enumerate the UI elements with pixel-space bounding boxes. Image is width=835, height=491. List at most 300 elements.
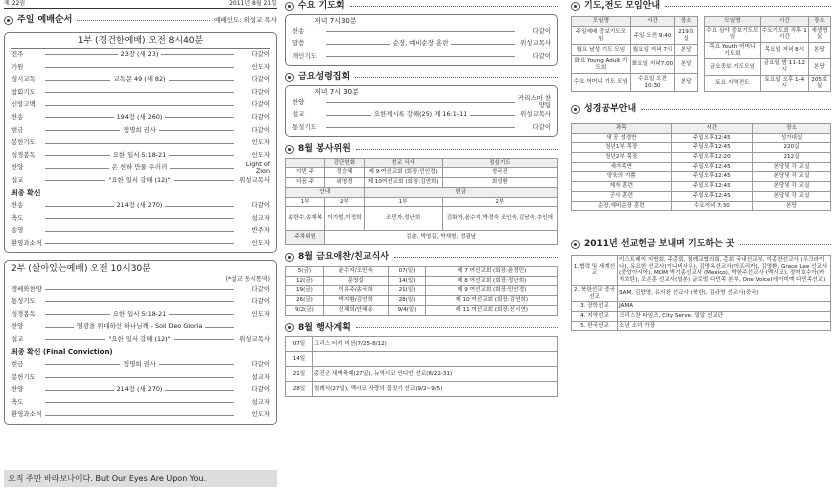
order-row [11,333,270,346]
order-item: 통성기도 [292,122,317,131]
order-detail [45,386,234,394]
leader-line [45,402,234,403]
cell: 박지환/김연희 [323,296,388,306]
cell: 월요 남성 기도 모임 [572,45,631,56]
order-item: 환영과소식 [11,238,42,247]
leader-line [451,44,515,45]
cell: 1부 [286,197,325,207]
leader-line [159,364,234,365]
col-header: 장소 [808,16,830,26]
wed-sub: 저녁 7시30분 [314,16,357,25]
cell: JAMA [618,302,831,312]
bullet-icon [571,105,580,114]
cell: 제 8 여선교회 (회장:정난희) [426,276,558,286]
order-person: 인도자 [251,238,270,247]
cell: 송한수,송재복 [286,207,325,231]
cell: 본당및 각 교실 [753,172,831,182]
order-item: 성시교독 [11,75,36,84]
serve-header [285,144,558,155]
service1-box [4,32,277,253]
order-row [11,346,270,359]
leader-line [45,415,234,416]
order-row [11,359,270,372]
order-person: 다같이 [251,113,270,122]
cell: 군사 훈련 [572,191,672,201]
cell: 28(일) [388,296,426,306]
leader-line [165,206,234,207]
service2-note: (*설교 동시통역) [225,275,270,283]
wed-box [285,14,558,66]
order-row [11,112,270,125]
order-item: 환영과소식 [11,410,42,419]
divider [355,77,558,78]
order-person: 다같이 [251,50,270,59]
cell: 소년 소녀 가장 [618,321,831,331]
order-row [11,308,270,321]
prayer-title: 기도,전도 모임안내 [584,1,661,11]
cell: 정국진 [442,168,557,178]
column-meetings [285,0,558,397]
table-row [286,267,558,277]
order-person: 다같이 [251,100,270,109]
leader-line [45,218,234,219]
order-person: 설교자 [251,372,270,381]
fri-box [285,85,558,137]
cell: 5(금) [286,267,324,277]
table-row [705,42,831,58]
cell: 이스트베이 지방회, 주총회, 침례교협의회, 총회 국내선교부, 이종찬선교사 (우크라이나), 유요한 선교사(기니비사우), 김명옥선교사(아프리카), 김영환, Grace Lee 선교사(중앙아시아), MOM 박기홍선교사 (Mexico), 박한주선교사 (멕시코), 정여호수아(카자흐탄), 조은훈 선교사(일본) 글로벌 다민족 본부, One Voice(에이미맥 다민족선교) [618,256,831,286]
order-person: 설교자 [251,213,270,222]
col-header: 시간 [671,123,752,133]
leader-line [326,31,515,32]
leader-line [45,54,118,55]
events-header [285,323,558,334]
divider [356,327,558,328]
table-row [705,59,831,75]
cell: 김화자,윤수지,박경숙 조인숙,김남숙,추인애 [442,207,557,231]
order-detail [45,415,234,416]
leader-line [45,67,234,68]
order-person: 위성교목사 [239,334,270,343]
cell: 신혜희/안혜송 [323,305,388,315]
cell: 주일오후12:45 [671,162,752,172]
prayer-table-right [704,16,831,92]
order-row [11,61,270,74]
order-row [11,149,270,162]
order-row [11,86,270,99]
table-row [286,337,558,352]
leader-line [45,377,234,378]
order-content: 23장 (새 23) [120,50,159,59]
order-person: 다같이 [532,26,551,35]
serve-table [285,158,558,246]
cell: 수요 어머니 기도 모임 [572,74,631,92]
cell: 위영경 [325,178,364,188]
order-content: 214장 (새 270) [116,385,163,394]
leader-line [165,390,234,391]
col-header: 장소 [675,16,698,27]
column-worship [4,0,277,425]
cell: 화요일 저녁7:00 [630,56,675,74]
order-detail [326,31,515,32]
leader-line [45,243,234,244]
order-row [11,200,270,213]
order-detail [326,40,515,48]
cell: 07(일) [388,267,426,277]
wed-title: 수요 기도회 [298,1,345,11]
order-person: 반주자 [251,226,270,235]
order-person: 다같이 [532,122,551,131]
leader-line [326,115,371,116]
leader-line [45,168,109,169]
cell: 주일오후12:45 [671,143,752,153]
cell: 본당및 각 교실 [753,191,831,201]
order-row [11,124,270,137]
sermon-title: 최종 확신 [11,189,41,198]
cell: 주일오후12:45 [671,191,752,201]
order-detail [45,51,234,59]
order-detail [45,177,234,185]
bible-title: 성경공부안내 [584,104,637,115]
table-row [572,153,831,163]
divider [77,20,210,21]
order-person: 다같이 [251,284,270,293]
sermon-title: 최종 확신 (Final Conviction) [11,348,113,357]
cell: 21일 [286,367,313,382]
prayer-tables [571,16,831,92]
events-table [285,336,558,397]
order-detail [45,114,234,122]
bible-header [571,104,831,115]
order-person: 위성교목사 [520,39,551,48]
order-item: 성경봉독 [11,309,36,318]
leader-line [45,314,110,315]
cell: 2부 [325,197,364,207]
order-row [292,50,551,63]
service2-rows [11,283,270,422]
cell: 26(금) [286,296,324,306]
order-item: 전주 [11,50,24,59]
cell: 9/2(금) [286,305,324,315]
order-item: 개인기도 [292,51,317,60]
order-row [11,396,270,409]
table-row [572,162,831,172]
order-person: 설교자 [251,397,270,406]
service2-title: 2부 (살아있는예배) 오전 10시30분 [11,264,151,275]
leader-line [45,130,120,131]
cell: 12(금) [286,276,324,286]
table-row [572,191,831,201]
table-row [572,74,698,92]
table-row [572,56,698,74]
divider [665,6,831,7]
cell: 주일오후12:20 [671,153,752,163]
table-row [572,27,698,45]
leader-line [169,80,234,81]
cell: 본당 [808,59,830,75]
table-row [705,75,831,91]
order-detail [45,377,234,378]
order-detail [45,311,234,319]
cell: 수요 심야 중보기도모임 [705,26,761,42]
fri-title: 금요성령집회 [298,71,351,82]
cell: 19(금) [286,286,324,296]
cell: 토요 지역전도 [705,75,761,91]
leader-line [470,115,515,116]
worship-leader: 예배인도: 위성교 목사 [214,15,277,24]
fri-header [285,72,558,83]
cell: 수요기도회 직후 1시간 [760,26,808,42]
cell: 본당 [675,45,698,56]
order-item: 송영 [11,226,24,235]
order-person: 다같이 [251,297,270,306]
service1-title: 1부 (경건한예배) 오전 8시40분 [11,35,270,49]
cell: 2부 [442,197,557,207]
order-row [11,159,270,176]
mission-table [571,255,831,331]
order-item: 말씀 [292,39,305,48]
cell: 제 9 여선교회 (회장:민인경) [364,168,442,178]
leader-line [45,206,114,207]
table-row [572,182,831,192]
bullet-icon [285,73,294,82]
events-title: 8월 행사계획 [298,322,351,333]
cell: 본당 [808,42,830,58]
order-detail [45,67,234,68]
cell: 크리스찬 타임즈, City Serve, 밀알 선교단 [618,311,831,321]
service1-rows [11,49,270,251]
order-content: 영광을 위대하신 하나님께 - Soli Deo Gloria [76,322,203,331]
col-header: 강단헌화 [325,158,364,168]
order-detail [45,402,234,403]
cell: 28일 [286,382,313,397]
cell: 금요일 밤 11-12시 [760,59,808,75]
wed-header [285,1,558,12]
order-item: 찬양 [11,163,24,172]
cell: 주일예배 중보기도모임 [572,27,631,45]
order-row [11,384,270,397]
cell: 220실 [753,143,831,153]
order-person: 위성교목사 [520,110,551,119]
leader-line [326,44,390,45]
order-content: "요한 일서 강해 (12)" [108,175,171,184]
order-detail [45,323,234,331]
leader-line [45,155,110,156]
order-detail [45,361,234,369]
leader-line [45,180,105,181]
leader-line [159,130,234,131]
leader-line [45,143,234,144]
table-row [572,285,831,301]
order-item: 찬양 [292,97,305,106]
divider [740,244,831,245]
order-detail [45,202,234,210]
order-detail [45,152,234,160]
leader-line [45,117,114,118]
table-row [286,305,558,315]
order-item: 참회기도 [11,87,36,96]
order-content: 요한 일서 5:18-21 [112,309,167,318]
cell: 제 10 여선교회 (회장:김연희) [426,296,558,306]
cell: 청년2부 목장 [572,153,672,163]
order-item: 찬송 [11,201,24,210]
table-row [572,311,831,321]
table-row [572,302,831,312]
order-detail [45,243,234,244]
mission-header [571,239,831,250]
order-row [292,38,551,51]
leader-line [45,289,234,290]
order-detail [45,336,234,344]
order-item: 봉헌기도 [11,138,36,147]
cell: 수요저녁 7:30 [671,201,752,211]
table-row [286,276,558,286]
leader-line [45,390,114,391]
cell: 제자 훈련 [572,182,672,192]
order-row [11,212,270,225]
cell: 제 9 여선교회 (회장:민인경) [426,286,558,296]
mission-title: 2011년 선교헌금 보내며 기도하는 곳 [584,239,735,250]
cell: 문영실 [323,276,388,286]
leader-line [170,168,234,169]
order-item: 찬송 [292,26,305,35]
cell: 목요일 저녁 8시 [760,42,808,58]
cell: 이번 주 [286,168,325,178]
table-row [572,321,831,331]
col-header: 모임명 [705,16,761,26]
col-header: 친교 식사 [364,158,442,168]
cell: 5. 한국선교 [572,321,618,331]
order-content: 순장, 예비순장 훈련 [392,39,449,48]
page-number: 제 22권 [4,0,26,8]
order-detail [45,164,234,172]
order-row [11,175,270,188]
table-row [572,172,831,182]
leader-line [205,327,234,328]
order-content: 정명희 권사 [123,125,156,134]
leader-line [174,180,234,181]
order-item: 현금 [11,125,24,134]
leader-line [161,54,234,55]
order-person: 인도자 [251,309,270,318]
table-row [572,45,698,56]
order-row [11,99,270,112]
cell: 그리스 터키 미션(7/25-8/12) [312,337,557,352]
cell: 9/4(일) [388,305,426,315]
order-item: 찬양 [11,322,24,331]
table-row [286,286,558,296]
order-item: 봉헌기도 [11,372,36,381]
cell: 침례식(27일), 멕시코 사랑의 집짓기 선교(9/2~9/5) [312,382,557,397]
order-item: 축도 [11,213,24,222]
order-row [11,238,270,251]
order-person: 다같이 [251,360,270,369]
fri-rows [292,93,551,134]
cell [312,352,557,367]
bullet-icon [4,16,13,25]
leader-line [165,117,234,118]
order-person: 다같이 [251,75,270,84]
col-header: 과목 [572,123,672,133]
order-content: 요한계시록 강해(25) 계 16:1-11 [373,110,468,119]
cell: 조민자,정난희 [364,207,442,231]
header-row [572,123,831,133]
order-content: 정명희 권사 [123,360,156,369]
order-row [11,296,270,309]
col-header: 장소 [753,123,831,133]
table-row [572,201,831,211]
table-row [286,352,558,367]
cell: 205호실 [808,75,830,91]
cell: 14일 [286,352,313,367]
cell: 4. 지역선교 [572,311,618,321]
prayer-header [571,1,831,12]
wed-rows [292,25,551,63]
leader-line [326,56,515,57]
order-detail [45,127,234,135]
order-content: "요한 일서 강해 (12)" [108,334,171,343]
leader-line [45,339,105,340]
order-content: 214장 (새 270) [116,201,163,210]
cell: 본당 [753,201,831,211]
footer-motto: 오직 주만 바라보나이다. But Our Eyes Are Upon You. [4,470,277,487]
cell: 1.협력 및 세계선교 [572,256,618,286]
col-header: 시간 [760,16,808,26]
order-row [292,109,551,122]
order-item: 찬송 [11,113,24,122]
bible-table [571,123,831,211]
order-person: 위성교목사 [239,175,270,184]
cell: 이유주/송국희 [323,286,388,296]
table-row [286,296,558,306]
order-content: 요한 일서 5:18-21 [112,150,167,159]
order-person: 카리스마 찬양팀 [518,93,551,110]
table-row [572,256,831,286]
order-item: 기원 [11,62,24,71]
col-header: 시간 [630,16,675,27]
table-row [705,26,831,42]
cell: 주일오후12:45 [671,182,752,192]
blank-cell [286,158,325,168]
meal-header [285,252,558,263]
order-detail [45,92,234,93]
order-person: 다같이 [251,125,270,134]
order-person: 다같이 [532,51,551,60]
order-row [11,283,270,296]
order-item: 축도 [11,397,24,406]
cell: 본당 [675,74,698,92]
order-row [11,371,270,384]
order-row [292,121,551,134]
cell: 월요일 저녁 7시 [630,45,675,56]
divider [356,149,558,150]
divider [394,257,558,258]
order-row [11,321,270,334]
leader-line [169,314,234,315]
cell: 제 11 여선교회 (회장:신시연) [426,305,558,315]
cell: 2. 북한선교 중국선교 [572,285,618,301]
cell: 순장,예비순장 훈련 [572,201,672,211]
order-detail [45,218,234,219]
leader-line [45,231,234,232]
order-person: 다같이 [251,87,270,96]
leader-line [169,155,234,156]
order-item: 찬양 [11,385,24,394]
cell: 212실 [753,153,831,163]
column-info [571,0,831,331]
divider [350,6,558,7]
cell: 제 7 여선교회 (회장:윤정민) [426,267,558,277]
